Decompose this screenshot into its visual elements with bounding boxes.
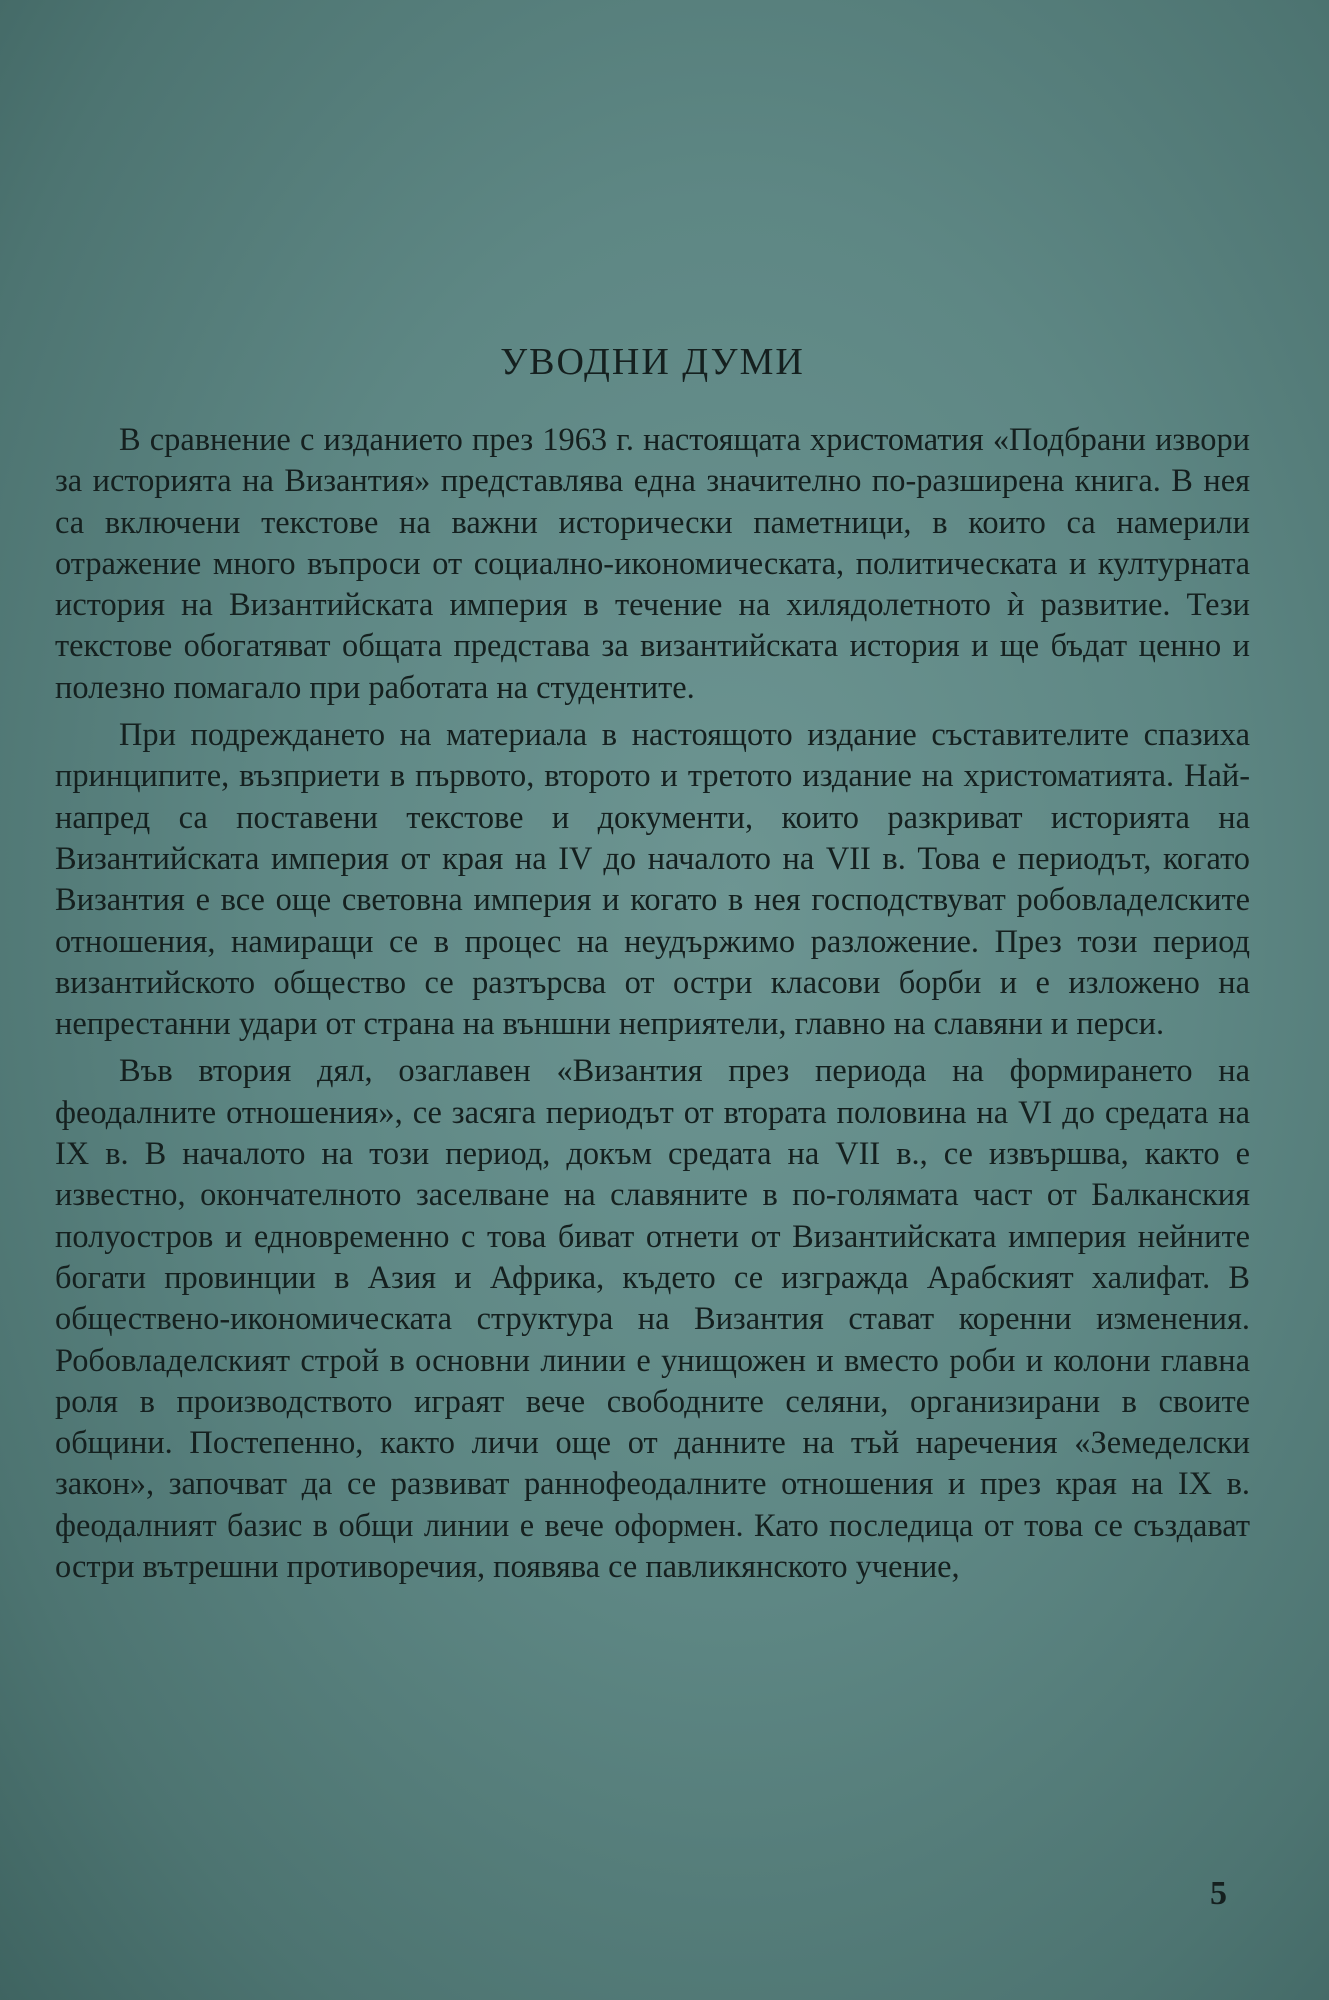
paragraph-1: В сравнение с изданието през 1963 г. настоящата христоматия «Подбрани извори за историята на Византия» представлява една значително по-разширена книга. В нея са включени текстове на важни исторически паметници, в които са намерили отражение много въпроси от социално-икономическата, политическата и културната история на Византийската империя в течение на хилядолетното ѝ развитие. Тези текстове обогатяват общата представа за византийската история и ще бъдат ценно и полезно помагало при работата на студентите. <box>55 422 1250 706</box>
text-block <box>55 340 1250 1594</box>
page-number: 5 <box>1210 1875 1227 1912</box>
paragraph-2: При подреждането на материала в настоящото издание съставителите спазиха принципите, възприети в първото, второто и третото издание на христоматията. Най-напред са поставени текстове и документи, които разкриват историята на Византийската империя от края на IV до началото на VII в. Това е периодът, когато Византия е все още световна империя и когато в нея господствуват робовладелските отношения, намиращи се в процес на неудържимо разложение. През този период византийското общество се разтърсва от остри класови борби и е изложено на непрестанни удари от страна на външни неприятели, главно на славяни и перси. <box>55 717 1250 1043</box>
page-title: УВОДНИ ДУМИ <box>500 341 805 383</box>
paragraph-3: Във втория дял, озаглавен «Византия през периода на формирането на феодалните отношения», се засяга периодът от втората половина на VI до средата на IX в. В началото на този период, докъм средата на VII в., се извършва, както е известно, окончателното заселване на славяните в по-голямата част от Балканския полуостров и едновременно с това биват отнети от Византийската империя нейните богати провинции в Азия и Африка, където се изгражда Арабският халифат. В обществено-икономическата структура на Византия стават коренни изменения. Робовладелският строй в основни линии е унищожен и вместо роби и колони главна роля в производството играят вече свободните селяни, организирани в своите общини. Постепенно, както личи още от данните на тъй наречения «Земеделски закон», започват да се развиват раннофеодалните отношения и през края на IX в. феодалният базис в общи линии е вече оформен. Като последица от това се създават остри вътрешни противоречия, появява се павликянското учение, <box>55 1053 1250 1586</box>
